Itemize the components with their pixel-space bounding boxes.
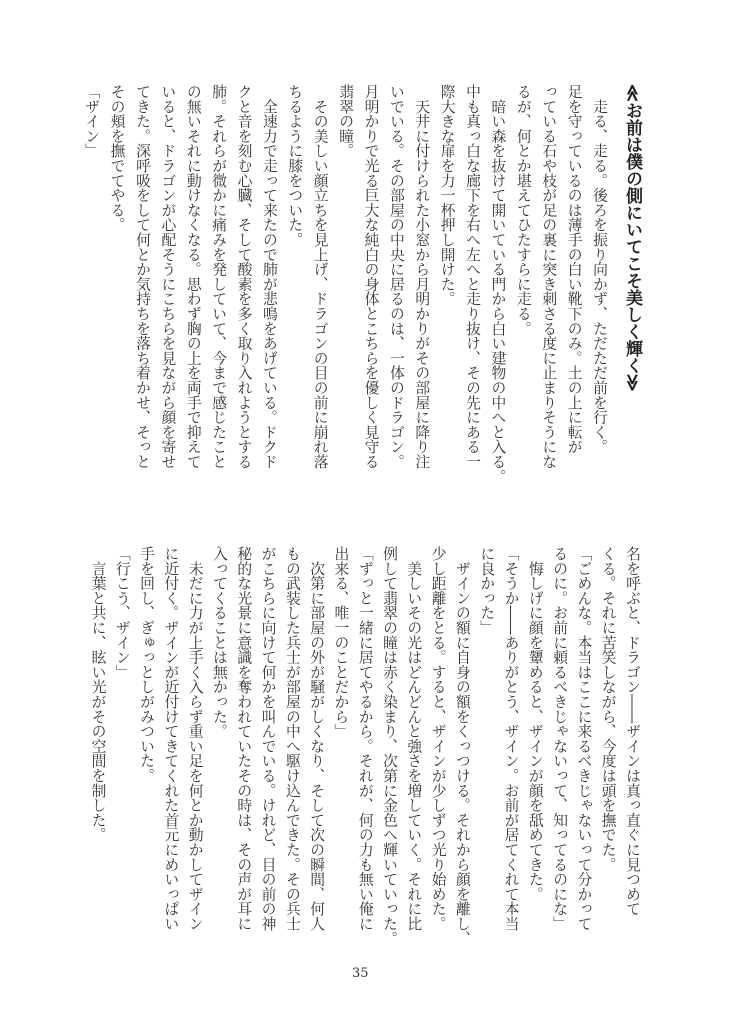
text-column: 出来る、唯一のことだから」: [332, 546, 350, 739]
text-column: 足を守っているのは薄手の白い靴下のみ。土の上に転が: [565, 84, 583, 454]
chapter-title: ≪お前は僕の側にいてこそ美しく輝く≫: [622, 84, 642, 392]
text-column: その美しい顔立ちを見上げ、ドラゴンの目の前に崩れ落: [311, 84, 329, 469]
bottom-text-block: [85, 546, 644, 956]
text-column: るが、何とか堪えてひたすらに走る。: [514, 84, 532, 336]
text-column: の無いそれに動けなくなる。思わず胸の上を両手で抑えて: [184, 84, 202, 469]
text-column: に良かった」: [478, 546, 496, 635]
text-column: 走る、走る。後ろを振り向かず、ただただ前を行く。: [591, 84, 608, 454]
text-column: 悔しげに顔を顰めると、ザインが顔を舐めてきた。: [526, 546, 544, 902]
text-column: 美しいその光はどんどんと強さを増していく。それに比: [405, 546, 423, 931]
text-column: 全速力で走って来たので肺が悲鳴をあげている。ドクド: [260, 84, 278, 469]
text-column: いでいる。その部屋の中央に居るのは、一体のドラゴン。: [387, 84, 405, 469]
text-column: くる。それに苦笑しながら、今度は頭を撫でた。: [599, 546, 617, 872]
text-column: 「行こう、ザイン」: [113, 546, 131, 680]
text-column: 「ずっと一緒に居てやるから。それが、何の力も無い俺に: [356, 546, 374, 931]
text-column: 少し距離をとる。すると、ザインが少しずつ光り始めた。: [429, 546, 447, 931]
text-column: 月明かりで光る巨大な純白の身体とこちらを優しく見守る: [362, 84, 380, 469]
text-column: 入ってくることは無かった。: [210, 546, 228, 739]
text-column: いると、ドラゴンが心配そうにこちらを見ながら顔を寄せ: [159, 84, 177, 469]
text-column: クと音を刻む心臓、そして酸素を多く取り入れようとする: [235, 84, 253, 469]
text-column: ザインの額に自身の額をくっつける。それから顔を離し、: [453, 546, 471, 946]
text-column: 中も真っ白な廊下を右へ左へと走り抜け、その先にある一: [464, 84, 482, 469]
text-column: に近付く。ザインが近付けてきてくれた首元にめいっぱい: [162, 546, 180, 931]
text-column: 手を回し、ぎゅっとしがみついた。: [138, 546, 156, 783]
text-column: 天井に付けられた小窓から月明かりがその部屋に降り注: [413, 84, 431, 469]
text-column: もの武装した兵士が部屋の中へ駆け込んできた。その兵士: [283, 546, 301, 931]
text-column: 翡翠の瞳。: [337, 84, 355, 158]
text-column: ちるように膝をついた。: [286, 84, 304, 247]
text-column: 「ザイン」: [83, 84, 101, 158]
text-column: 未だに力が上手く入らず重い足を何とか動かしてザイン: [186, 546, 204, 931]
text-column: るのに。お前に頼るべきじゃないって、知ってるのにな」: [551, 546, 569, 931]
text-column: 例して翡翠の瞳は赤く染まり、次第に金色へ輝いていった。: [381, 546, 399, 946]
text-column: っている石や枝が足の裏に突き刺さる度に止まりそうにな: [540, 84, 558, 469]
text-column: 「ごめんな。本当はここに来るべきじゃないって分かって: [575, 546, 593, 931]
text-column: 際大きな扉を力一杯押し開けた。: [438, 84, 456, 306]
text-column: がこちらに向けて何かを叫んでいる。けれど、目の前の神: [259, 546, 277, 931]
text-column: 肺。それらが微かに痛みを発していて、今まで感じたこと: [210, 84, 228, 469]
text-column: 次第に部屋の外が騒がしくなり、そして次の瞬間、何人: [308, 546, 326, 931]
text-column: てきた。深呼吸をして何とか気持ちを落ち着かせ、そっと: [133, 84, 151, 469]
text-column: 名を呼ぶと、ドラゴン――ザインは真っ直ぐに見つめて: [624, 546, 641, 916]
text-column: その頬を撫でてやる。: [108, 84, 126, 232]
top-text-block: [79, 84, 652, 509]
text-column: 言葉と共に、眩い光がその空間を制した。: [89, 546, 107, 842]
page-number: 35: [352, 966, 369, 981]
text-column: 「そうか――ありがとう、ザイン。お前が居てくれて本当: [502, 546, 520, 931]
text-column: 秘的な光景に意識を奪われていたその時は、その声が耳に: [235, 546, 253, 931]
text-column: 暗い森を抜けて開いている門から白い建物の中へと入る。: [489, 84, 507, 484]
